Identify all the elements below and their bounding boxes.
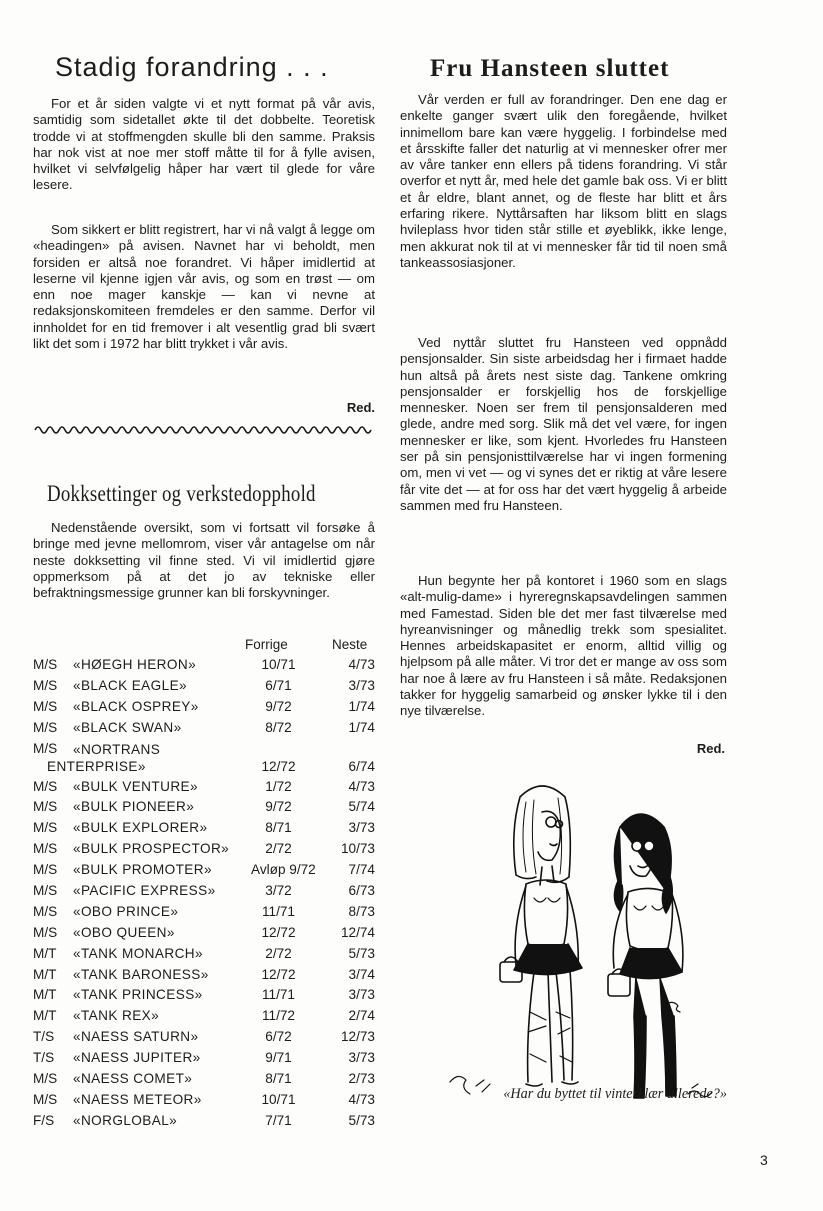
section-title-dokksettinger: Dokksettinger og verkstedopphold: [47, 481, 316, 506]
ship-name-line: «BULK PROMOTER»: [73, 862, 212, 878]
ship-name-line: «TANK REX»: [73, 1008, 160, 1024]
ship-name-line: «NAESS COMET»: [73, 1071, 193, 1087]
article-signature: Red.: [696, 741, 725, 756]
ship-type: M/S: [33, 778, 58, 794]
ship-name: [73, 946, 203, 961]
prev-dock-date: 1/72: [265, 778, 292, 794]
ship-name: [73, 862, 212, 877]
prev-dock-date: 11/71: [261, 903, 295, 919]
ship-name-line: «TANK PRINCESS»: [73, 987, 203, 1003]
article-paragraph: Som sikkert er blitt registrert, har vi nå valgt å legge om «headingen» på avisen. Navnet har vi beholdt, men forsiden er altså noe forandret. Vi håper imidlertid at leserne vil kjenne igjen vår avis, og som en trøst — om enn noe mager kanskje — kan vi nevne at redaksjonskomiteen fremdeles er den samme. Derfor vil innholdet for en tid fremover i alt vesentlig grad bli svært likt det som i 1972 har blitt trykket i vår avis.: [33, 222, 375, 352]
ship-type: M/S: [33, 820, 58, 836]
next-dock-date: 1/74: [348, 698, 375, 714]
next-dock-date: 2/73: [348, 1071, 375, 1087]
cartoon-illustration: [430, 772, 720, 1102]
article-signature: Red.: [346, 400, 375, 415]
ship-name: [73, 925, 175, 940]
ship-name-line: «TANK MONARCH»: [73, 945, 203, 961]
ship-name-line: «NAESS JUPITER»: [73, 1050, 201, 1066]
ship-name: [73, 720, 182, 735]
ship-type: M/S: [33, 862, 58, 878]
page-number: 3: [760, 1152, 768, 1168]
ship-name: [73, 779, 198, 794]
ship-name-line: «OBO PRINCE»: [73, 903, 179, 919]
ship-name-line: «BULK VENTURE»: [73, 778, 198, 794]
prev-dock-date: 12/72: [261, 966, 296, 982]
ship-name-line: «NORGLOBAL»: [73, 1112, 178, 1128]
ship-name: [73, 799, 194, 814]
ship-type: M/S: [33, 677, 58, 693]
ship-name: [73, 1113, 177, 1128]
article-paragraph: Vår verden er full av forandringer. Den ene dag er enkelte ganger svært ulik den foregående, hvilket innimellom bare kan være hyggelig. I forbindelse med et årsskifte faller det naturlig at vi mennesker ofrer mer av våre tanker enn ellers på tidens forandring. Vi står overfor et nytt år, med hele det gamle bak oss. Vi er blitt et år eldre, blant annet, og de fleste har blitt et års erfaring rikere. Nyttårsaften har liksom blitt en slags hvileplass hvor tiden står stille et øyeblikk, ikke lenge, men akkurat nok til at vi mennesker får tid til noen små tankeassosiasjoner.: [400, 92, 727, 270]
decorative-wave-divider: [33, 420, 375, 438]
prev-dock-date: 8/71: [265, 1071, 292, 1087]
ship-name-line: «BULK EXPLORER»: [73, 820, 208, 836]
table-row: [33, 739, 375, 777]
next-dock-date: 4/73: [348, 657, 375, 672]
next-dock-date: 7/74: [348, 862, 375, 878]
ship-name: [73, 699, 199, 714]
prev-dock-date: 6/71: [265, 677, 292, 693]
ship-type: M/S: [33, 799, 58, 815]
ship-type: M/T: [33, 1008, 57, 1024]
illustration-caption: «Har du byttet til vinterklær allerede?»: [503, 1086, 727, 1102]
ship-name-line: «HØEGH HERON»: [73, 657, 197, 672]
prev-dock-date: 8/72: [265, 719, 292, 735]
table-row: [33, 1027, 375, 1048]
next-dock-date: 8/73: [348, 903, 375, 919]
ship-type: M/S: [33, 740, 58, 756]
ship-type: M/S: [33, 1091, 58, 1107]
ship-name-line: ENTERPRISE»: [47, 758, 146, 774]
table-row: [33, 718, 375, 739]
article-title-stadig-forandring: Stadig forandring . . .: [55, 52, 329, 82]
ship-type: M/S: [33, 1071, 58, 1087]
next-dock-date: 12/74: [340, 924, 375, 940]
prev-dock-date: 9/72: [265, 698, 292, 714]
dock-table: [33, 655, 375, 1132]
next-dock-date: 3/73: [348, 820, 375, 836]
table-row: [33, 923, 375, 944]
ship-name: [73, 820, 207, 835]
ship-name: [73, 967, 209, 982]
ship-type: T/S: [33, 1029, 55, 1045]
ship-type: T/S: [33, 1050, 55, 1066]
article-paragraph: For et år siden valgte vi et nytt format på vår avis, samtidig som sidetallet økte til det dobbelte. Teoretisk trodde vi at stoffmengden skulle bli den samme. Praksis har nok vist at noe mer stoff måtte til for å fylle avisen, hvilket vi selvfølgelig håper har vært til glede for våre lesere.: [33, 96, 375, 193]
ship-name-line: «BLACK EAGLE»: [73, 677, 188, 693]
prev-dock-date: 7/71: [265, 1112, 292, 1128]
table-row: [33, 860, 375, 881]
ship-name-line: «BLACK OSPREY»: [73, 698, 199, 714]
table-row: [33, 881, 375, 902]
next-dock-date: 5/74: [348, 799, 375, 815]
next-dock-date: 4/73: [348, 1091, 375, 1107]
prev-dock-date: 10/71: [261, 657, 296, 672]
prev-dock-date: 8/71: [265, 820, 292, 836]
prev-dock-date: 12/72: [261, 758, 296, 774]
ship-type: M/S: [33, 719, 58, 735]
ship-name: [73, 657, 196, 672]
prev-dock-date: 2/72: [265, 841, 292, 857]
dock-table-header: [33, 637, 375, 655]
ship-name-line: «NAESS METEOR»: [73, 1091, 202, 1107]
next-dock-date: 5/73: [348, 945, 375, 961]
prev-dock-date: 10/71: [261, 1091, 296, 1107]
ship-name-line: «BULK PIONEER»: [73, 799, 195, 815]
table-row: [33, 1069, 375, 1090]
table-row: [33, 985, 375, 1006]
table-row: [33, 1006, 375, 1027]
table-row: [33, 777, 375, 798]
column-header-next: Neste: [332, 637, 368, 652]
next-dock-date: 5/73: [348, 1112, 375, 1128]
table-row: [33, 697, 375, 718]
next-dock-date: 3/74: [348, 966, 375, 982]
ship-name: [73, 678, 187, 693]
next-dock-date: 10/73: [340, 841, 375, 857]
table-row: [33, 1111, 375, 1132]
next-dock-date: 6/73: [348, 883, 375, 899]
prev-dock-date: 3/72: [265, 883, 292, 899]
ship-name-line: «NORTRANS: [73, 741, 161, 757]
prev-dock-date: 11/72: [261, 1008, 295, 1024]
table-row: [33, 839, 375, 860]
table-row: [33, 655, 375, 676]
table-row: [33, 818, 375, 839]
dock-intro-paragraph: Nedenstående oversikt, som vi fortsatt vil forsøke å bringe med jevne mellomrom, viser vår antagelse om når neste dokksetting vil finne sted. Vi vil imidlertid gjøre oppmerksom på at det jo av tekniske eller befraktningsmessige grunner kan bli forskyvninger.: [33, 520, 375, 601]
ship-name-line: «TANK BARONESS»: [73, 966, 209, 982]
ship-name: [73, 904, 178, 919]
ship-name: [73, 1029, 198, 1044]
ship-type: M/S: [33, 924, 58, 940]
table-row: [33, 1090, 375, 1111]
ship-name-line: «BULK PROSPECTOR»: [73, 841, 230, 857]
ship-name-line: «BLACK SWAN»: [73, 719, 182, 735]
next-dock-date: 1/74: [348, 719, 375, 735]
table-row: [33, 1048, 375, 1069]
prev-dock-date: 9/72: [265, 799, 292, 815]
ship-type: M/T: [33, 966, 57, 982]
next-dock-date: 2/74: [348, 1008, 375, 1024]
ship-name: [73, 1092, 202, 1107]
ship-name: [73, 987, 203, 1002]
next-dock-date: 4/73: [348, 778, 375, 794]
next-dock-date: 12/73: [340, 1029, 375, 1045]
next-dock-date: 3/73: [348, 1050, 375, 1066]
column-header-prev: Forrige: [245, 637, 288, 652]
prev-dock-date: 9/71: [265, 1050, 292, 1066]
ship-type: M/T: [33, 945, 57, 961]
article-title-fru-hansteen: Fru Hansteen sluttet: [430, 55, 670, 82]
ship-name: [73, 1008, 159, 1023]
table-row: [33, 676, 375, 697]
next-dock-date: 6/74: [348, 758, 375, 774]
article-paragraph: Ved nyttår sluttet fru Hansteen ved oppnådd pensjonsalder. Sin siste arbeidsdag her i firmaet hadde hun altså på årets nest siste dag. Tankene omkring pensjonsalder er forskjellig hos de forskjellige mennesker. Noen ser frem til pensjonsalderen med glede, andre med sorg. Slik må det vel være, for ingen mennesker er like, som kjent. Hvorledes fru Hansteen ser på sin pensjonisttilværelse har vi ingen formening om, men vi vet — og vi synes det er riktig at våre lesere får vite det — at for oss har det vært hyggelig å arbeide sammen med fru Hansteen.: [400, 335, 727, 513]
table-row: [33, 902, 375, 923]
ship-type: M/S: [33, 698, 58, 714]
ship-type: M/S: [33, 841, 58, 857]
ship-type: M/T: [33, 987, 57, 1003]
table-row: [33, 965, 375, 986]
ship-name-line: «PACIFIC EXPRESS»: [73, 883, 216, 899]
next-dock-date: 3/73: [348, 987, 375, 1003]
ship-name: [73, 1050, 201, 1065]
ship-name-line: «OBO QUEEN»: [73, 924, 175, 940]
ship-name: [73, 883, 216, 898]
ship-name-line: «NAESS SATURN»: [73, 1029, 199, 1045]
prev-dock-date: 6/72: [265, 1029, 292, 1045]
table-row: [33, 797, 375, 818]
ship-name: [47, 741, 233, 775]
ship-type: M/S: [33, 657, 58, 672]
table-row: [33, 944, 375, 965]
ship-name: [73, 841, 229, 856]
prev-dock-date: 2/72: [265, 945, 292, 961]
prev-dock-date: 12/72: [261, 924, 296, 940]
next-dock-date: 3/73: [348, 677, 375, 693]
prev-dock-date: 11/71: [261, 987, 295, 1003]
article-paragraph: Hun begynte her på kontoret i 1960 som en slags «alt-mulig-dame» i hyreregnskapsavdelingen sammen med Famestad. Siden ble det mer fast tilværelse med hyreanvisninger og månedlig trekk som spesialitet. Hennes arbeidskapasitet er enorm, alltid villig og hjelpsom på alle måter. Vi tror det er mange av oss som har noe å lære av fru Hansteen i så måte. Redaksjonen takker for hyggelig samarbeid og ønsker lykke til i den nye tilværelse.: [400, 573, 727, 719]
ship-type: M/S: [33, 883, 58, 899]
ship-type: F/S: [33, 1112, 55, 1128]
ship-type: M/S: [33, 903, 58, 919]
ship-name: [73, 1071, 192, 1086]
prev-dock-date: Avløp 9/72: [251, 862, 316, 878]
